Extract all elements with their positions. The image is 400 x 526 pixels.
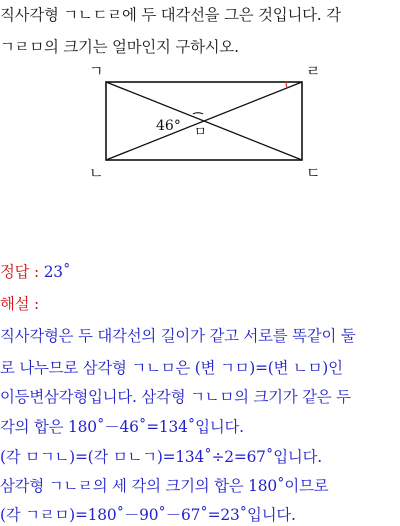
solution-line-1: 직사각형은 두 대각선의 길이가 같고 서로를 똑같이 둘: [0, 327, 356, 345]
answer-row: [0, 262, 70, 282]
solution-line-3: 이등변삼각형입니다. 삼각형 ㄱㄴㅁ의 크기가 같은 두: [0, 388, 351, 406]
answer-label: 정답 :: [0, 263, 44, 281]
solution-line-4: 각의 합은 180˚－46˚=134˚입니다.: [0, 418, 244, 436]
vertex-label-bottom-left: ㄴ: [89, 164, 104, 182]
center-angle-arc: [193, 113, 203, 114]
solution-line-2: 로 나누므로 삼각형 ㄱㄴㅁ은 (변 ㄱㅁ)=(변 ㄴㅁ)인: [0, 359, 343, 377]
question-line-2: ㄱㄹㅁ의 크기는 얼마인지 구하시오.: [0, 38, 239, 56]
solution-line-6: 삼각형 ㄱㄴㄹ의 세 각의 크기의 합은 180˚이므로: [0, 477, 329, 495]
solution-line-7: (각 ㄱㄹㅁ)=180˚－90˚－67˚=23˚입니다.: [0, 506, 296, 524]
vertex-label-center: ㅁ: [194, 125, 207, 140]
vertex-label-bottom-right: ㄷ: [306, 164, 321, 182]
solution-line-5: (각 ㅁㄱㄴ)=(각 ㅁㄴㄱ)=134˚÷2=67˚입니다.: [0, 448, 322, 466]
question-line-1: 직사각형 ㄱㄴㄷㄹ에 두 대각선을 그은 것입니다. 각: [0, 6, 341, 24]
vertex-label-top-left: ㄱ: [89, 64, 104, 80]
vertex-label-top-right: ㄹ: [306, 64, 321, 80]
corner-angle-arc: [286, 82, 287, 88]
solution-label: 해설 :: [0, 295, 40, 313]
angle-label: 46°: [156, 118, 181, 134]
rectangle-diagram: [86, 64, 326, 184]
answer-value: 23˚: [43, 263, 71, 281]
